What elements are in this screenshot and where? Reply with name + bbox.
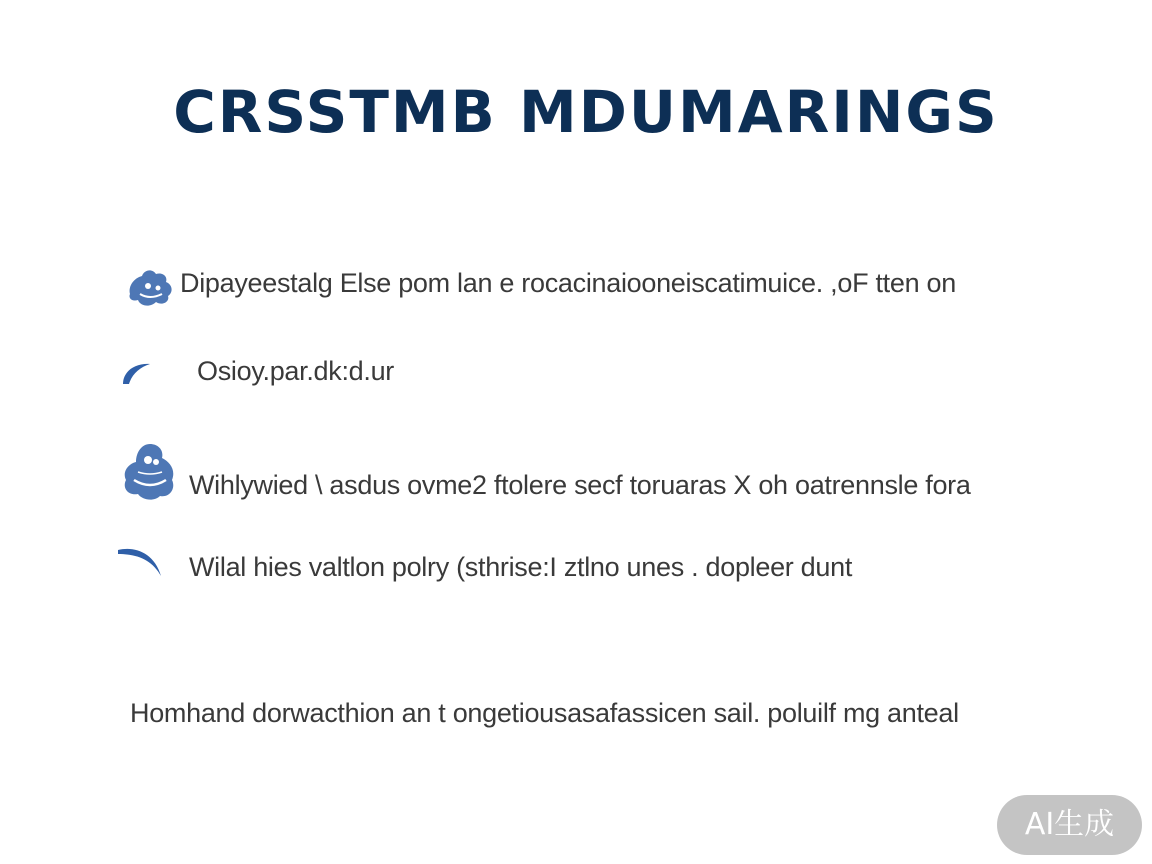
closing-paragraph: Homhand dorwacthion an t ongetiousasafassicen sail. poluilf mg anteal xyxy=(130,698,959,728)
bullet-text: Wilal hies valtlon polry (sthrise:I ztlno unes . dopleer dunt xyxy=(189,552,853,582)
ai-generated-badge: AI生成 xyxy=(997,795,1142,855)
page-title: CRSSTMB MDUMARINGS xyxy=(173,78,999,146)
bullet-text: Wihlywied \ asdus ovme2 ftolere secf toruaras X oh oatrennsle fora xyxy=(189,470,971,500)
illustration-icon xyxy=(124,264,178,310)
bullet-item xyxy=(0,440,1152,500)
bullet-item xyxy=(0,258,1152,318)
illustration-icon xyxy=(120,440,180,502)
bullet-text: Dipayeestalg Else pom lan e rocacinaiooneiscatimuice. ,oF tten on xyxy=(180,268,956,298)
bullet-text: Osioy.par.dk:d.ur xyxy=(197,356,394,386)
bullet-item xyxy=(0,540,1152,600)
bullet-item xyxy=(0,346,1152,406)
swoosh-icon xyxy=(116,544,164,578)
swoosh-icon xyxy=(120,358,154,386)
